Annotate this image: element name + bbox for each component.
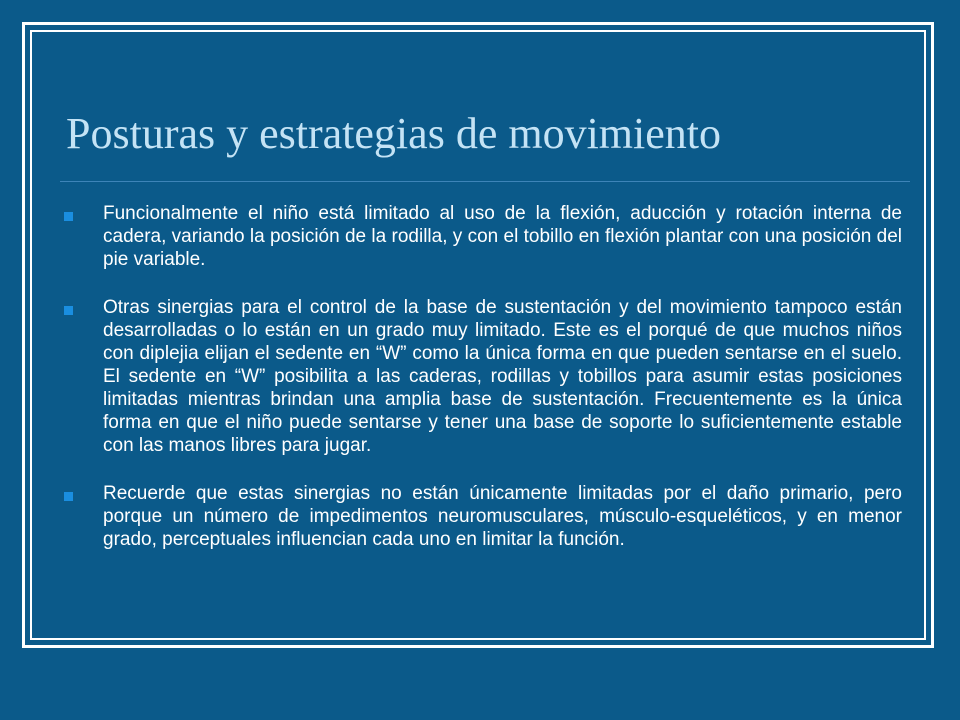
square-bullet-icon bbox=[64, 212, 73, 221]
bullet-item bbox=[64, 296, 902, 457]
title-divider bbox=[60, 181, 910, 182]
bullet-text: Funcionalmente el niño está limitado al uso de la flexión, aducción y rotación interna de cadera, variando la posición de la rodilla, y con el tobillo en flexión plantar con una posición del pie variable. bbox=[103, 203, 902, 270]
bullet-list bbox=[64, 202, 902, 576]
square-bullet-icon bbox=[64, 492, 73, 501]
bullet-text: Recuerde que estas sinergias no están únicamente limitadas por el daño primario, pero porque un número de impedimentos neuromusculares, músculo-esqueléticos, y en menor grado, perceptuales influencian cada uno en limitar la función. bbox=[103, 483, 902, 550]
bullet-item bbox=[64, 482, 902, 551]
square-bullet-icon bbox=[64, 306, 73, 315]
bullet-item bbox=[64, 202, 902, 271]
bullet-text: Otras sinergias para el control de la base de sustentación y del movimiento tampoco están desarrolladas o lo están en un grado muy limitado. Este es el porqué de que muchos niños con diplejia elijan el sedente en “W” como la única forma en que pueden sentarse en el suelo. El sedente en “W” posibilita a las caderas, rodillas y tobillos para asumir estas posiciones limitadas mientras brindan una amplia base de sustentación. Frecuentemente es la única forma en que el niño puede sentarse y tener una base de soporte lo suficientemente estable con las manos libres para jugar. bbox=[103, 297, 902, 456]
slide-title: Posturas y estrategias de movimiento bbox=[66, 109, 721, 158]
